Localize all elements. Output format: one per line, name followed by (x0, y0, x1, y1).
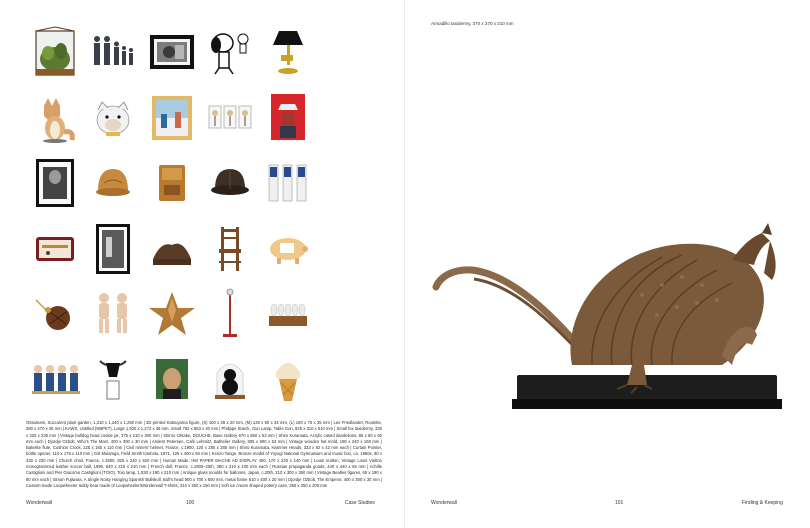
grid-empty-5 (318, 281, 376, 346)
beatles-figures-image (26, 347, 84, 412)
armadillo-caption: Armadillo taxidermy, 370 x 370 x 210 mm (431, 21, 514, 26)
armadillo-taxidermy-image (432, 215, 782, 430)
grid-empty-6 (318, 347, 376, 412)
framed-photo-tall-image (84, 216, 142, 281)
grid-empty-3 (318, 151, 376, 216)
objects-caption: Ossamars, Succulent plant garden, 1,310 x 1,240 x 1,250 mm | 3D printed Katsuyama figure, (S) 100 x 36 x 20 mm, (M) 130 x 50 x 33 mm, (L) 180 x 75 x 35 mm | Lee Friedlander, Roulette, 380 x 470 x 25 mm | KAWS, Untitled (NBPET), Large 1,920 x 1,272 x 45 mm, Small 762 x 653 x 40 mm | Philippe Starck, Gun Lamp, Table Gun, 825 x 310 x 510 mm | Small fox taxidermy, 330 x 320 x 230 mm | Vintage bulldog head cookie jar, 375 x 210 x 300 mm | Shinro Ohtake, DOUCHE, Base Gallery 670 x 550 x 53 mm | Shiro Kuramata, Acrylic cased dandelions, 85 x 60 x 60 mm each | Djordje Ozbolt, Who's The Man!, 400 x 300 x 30 mm | Anders Petersen, Café Lehmitz, Bathelier Gallery, 805 x 600 x 53 mm | Vintage wooden hat mold, 190 x 240 x 160 mm | Bakelite flute, Cushion Crock, 225 x 160 x 110 mm | Civil miners' helmet, France, c.1900, 120 x 280 x 285 mm | Shiro Kuramata, Hammer Heads, 333 x 92 x 42 mm each | Curtain Pointer, bottle opener, 110 x 175 x 110 mm | Girl Mulamga, Field Smith tombola, 1971, 125 x 400 x 50 mm | Kenzo Tange, Bronze model of Yoyogi National Gymnasium and music box, ca. 1960s, 90 x 330 x 230 mm | Church chair, France, c.1900, 825 x 240 x 520 mm | Human Made, HM PAPER MACHE AD DISPLAY 400, 170 x 230 x 140 mm | Louis Vuitton, Vintage Louis Vuitton monogrammed leather soccer ball, 1990, 640 x 210 x 210 mm | French doll, France, c.1900–20th, 380 x 210 x 100 mm each | Russian propaganda goods, 440 x 440 x 55 mm | Achille Castiglioni and Pier Giacomo Castiglioni (TOIO), Toio lamp, 1,530 x 190 x 210 mm | Antique glass moulds for balloons, Japan, c.20th, 210 x 300 x 360 mm | Vintage Beatles figures, 65 x 190 x 60 mm each | Simon Fujiwara, A Single Noisy Hanging Spanish Bullskull, Bull's head 900 x 700 x 800 mm, metal frame 610 x 400 x 20 mm | Djordje Ozbolt, The Emperor, 400 x 300 x 30 mm | Custom-made Loopwheeler teddy bear made of Loopwheeler/Wonderwall T-shirts, 310 x 260 x 150 mm | Soft ice cream shaped pottery case, 350 x 350 x 200 mm (26, 420, 382, 488)
framed-photo-bw-image (26, 151, 84, 216)
fox-taxidermy-image (26, 85, 84, 150)
toio-lamp-image (201, 281, 259, 346)
plant-terrarium-image (26, 20, 84, 85)
bull-skull-frame-image (84, 347, 142, 412)
footer-section-title-right: Finding & Keeping (742, 500, 783, 506)
footer-page-number-right: 101 (615, 500, 624, 506)
gun-lamp-image (259, 20, 317, 85)
wooden-hat-mold-image (84, 151, 142, 216)
object-grid (26, 20, 376, 412)
flute-case-image (26, 216, 84, 281)
grid-empty-2 (318, 85, 376, 150)
emperor-painting-image (143, 347, 201, 412)
figure-trio-image (84, 20, 142, 85)
bakelite-box-image (143, 151, 201, 216)
footer-book-title: Wonderwall (26, 500, 53, 506)
footer-book-title-right: Wonderwall (431, 500, 458, 506)
footer-section-title: Case Studies (345, 500, 375, 506)
framed-photo-roulette-image (143, 20, 201, 85)
church-chair-image (201, 216, 259, 281)
leather-soccer-ball-image (26, 281, 84, 346)
framed-painting-image (143, 85, 201, 150)
grid-empty-4 (318, 216, 376, 281)
glass-balloon-moulds-image (259, 281, 317, 346)
red-portrait-image (259, 85, 317, 150)
acrylic-dandelions-image (201, 85, 259, 150)
french-dolls-image (84, 281, 142, 346)
propaganda-star-image (143, 281, 201, 346)
paper-mache-pig-image (259, 216, 317, 281)
footer-page-number: 100 (186, 500, 195, 506)
bulldog-cookie-jar-image (84, 85, 142, 150)
miners-helmet-image (201, 151, 259, 216)
grid-empty-1 (318, 20, 376, 85)
bronze-gymnasium-model-image (143, 216, 201, 281)
hammer-heads-image (259, 151, 317, 216)
kaws-cartoon-image (201, 20, 259, 85)
teddy-bear-dome-image (201, 347, 259, 412)
ice-cream-case-image (259, 347, 317, 412)
